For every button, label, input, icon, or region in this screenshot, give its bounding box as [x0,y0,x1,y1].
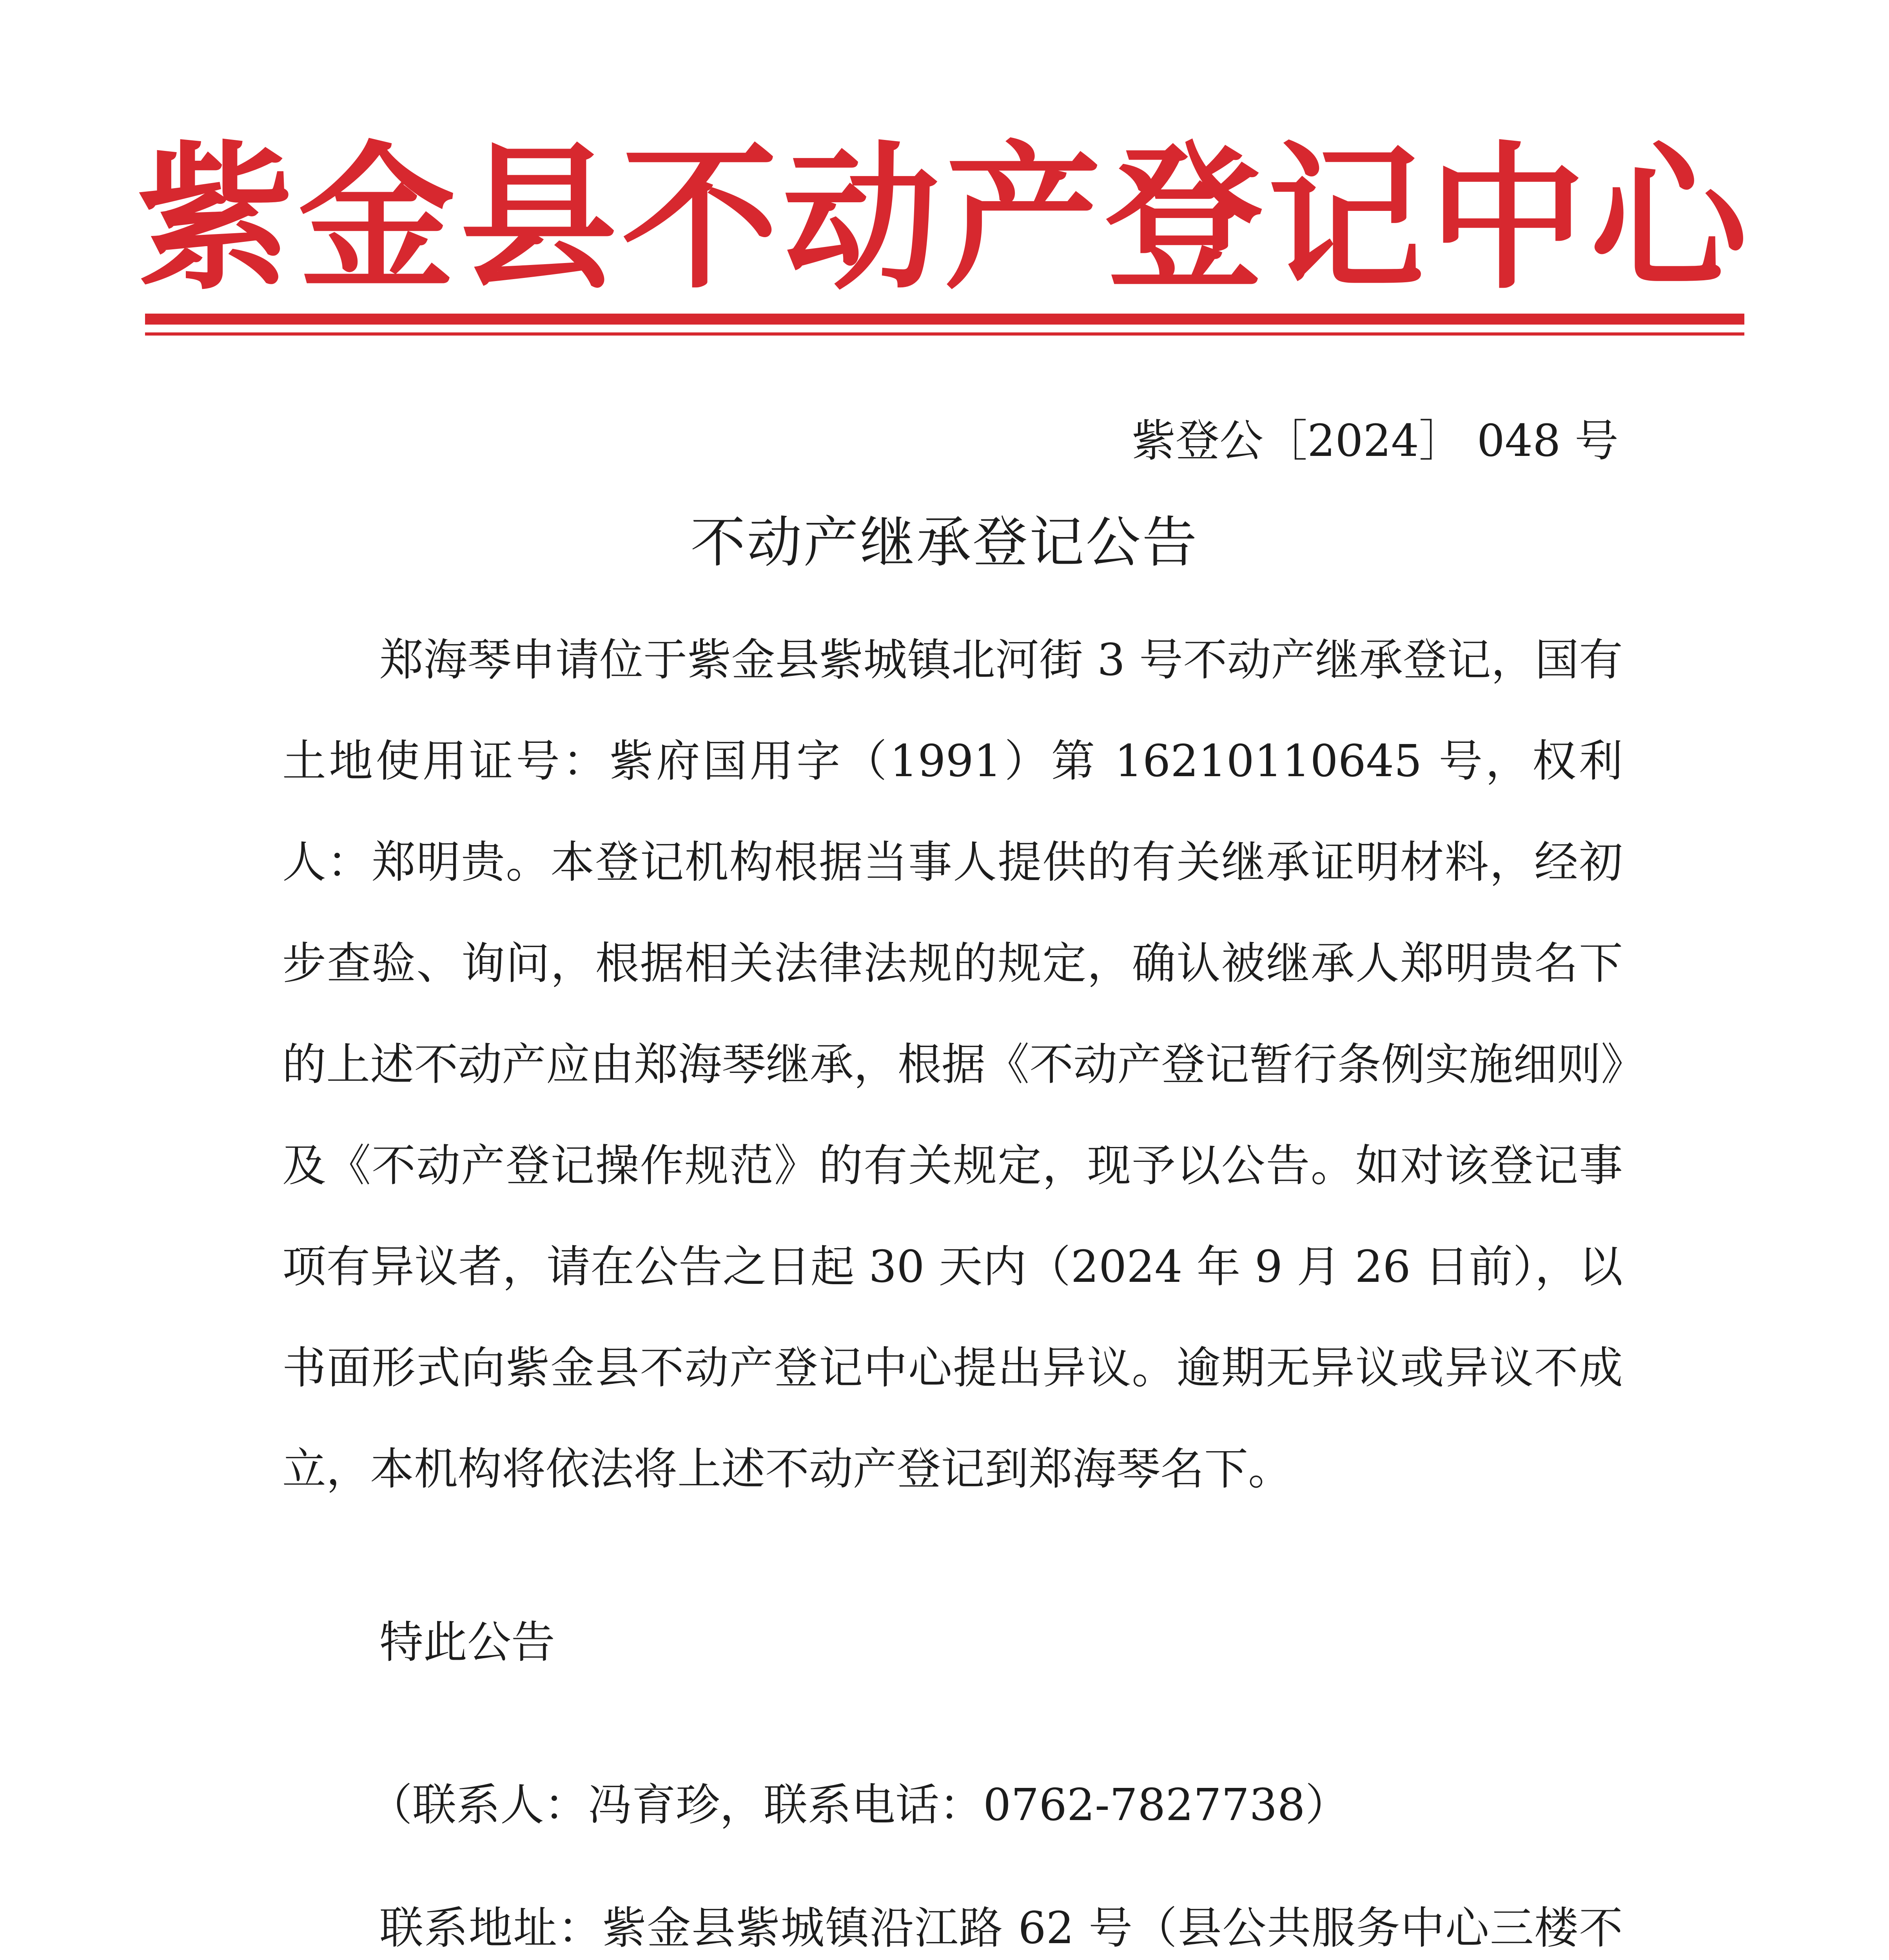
document-number: 紫登公［2024］ 048 号 [1131,416,1619,466]
document-title: 不动产继承登记公告 [690,511,1199,575]
letterhead-rule-thin [145,332,1744,336]
letterhead-rule-thick [145,314,1744,325]
contact-address: 联系地址：紫金县紫城镇沿江路 62 号（县公共服务中心三楼不 [379,1903,1623,1954]
letterhead-title: 紫金县不动产登记中心 [137,128,1752,310]
contact-info: （联系人：冯育珍，联系电话：0762-7827738） [368,1780,1349,1831]
document-body: 郑海琴申请位于紫金县紫城镇北河街 3 号不动产继承登记，国有土地使用证号：紫府国用字（1991）第 16210110645 号，权利人：郑明贵。本登记机构根据当事人提供的有关继承证明材料，经初步查验、询问，根据相关法律法规的规定，确认被继承人郑明贵名下的上述不动产应由郑海琴继承，根据《不动产登记暂行条例实施细则》及《不动产登记操作规范》的有关规定，现予以公告。如对该登记事项有异议者，请在公告之日起 30 天内（2024 年 9 月 26 日前），以书面形式向紫金县不动产登记中心提出异议。逾期无异议或异议不成立，本机构将依法将上述不动产登记到郑海琴名下。 [282,635,1623,1495]
closing-remark: 特此公告 [379,1617,555,1668]
